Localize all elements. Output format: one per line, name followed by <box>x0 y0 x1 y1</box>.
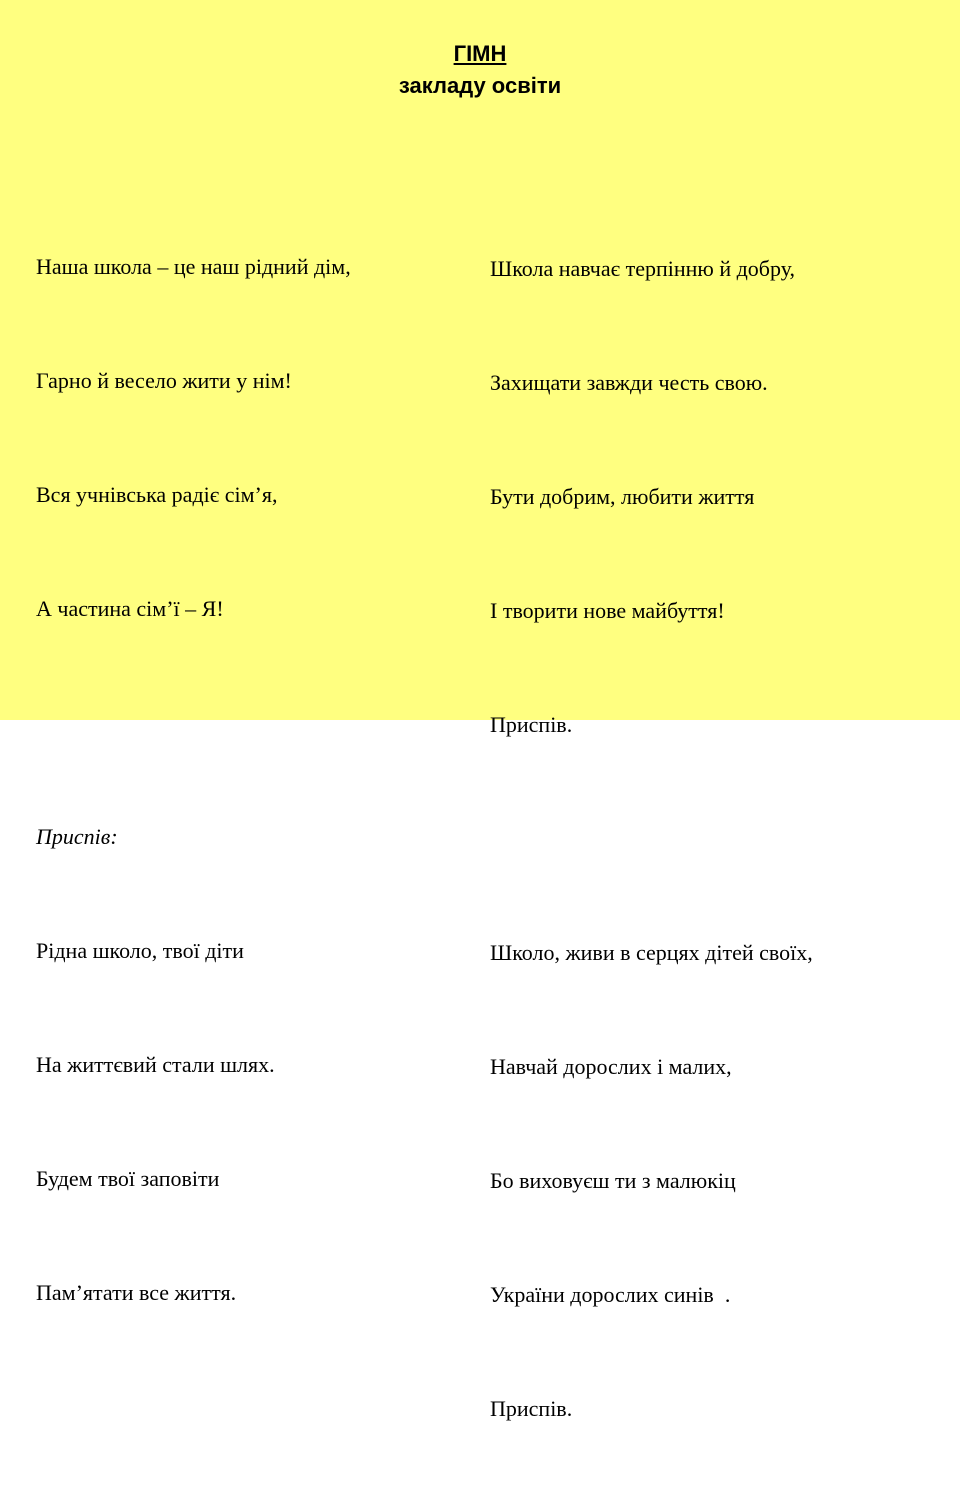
right-column <box>490 174 813 1504</box>
stanza-gap <box>490 820 813 858</box>
chorus-label: Приспів: <box>36 824 118 849</box>
verse3-chorus-ref: Приспів. <box>490 1396 573 1421</box>
verse2-chorus-ref: Приспів. <box>490 712 573 737</box>
verse3-line-2: Навчай дорослих і малих, <box>490 1054 732 1079</box>
verse1-line-1: Наша школа – це наш рідний дім, <box>36 254 351 279</box>
verse2-line-1: Школа навчає терпінню й добру, <box>490 256 795 281</box>
verse3-line-1: Школо, живи в серцях дітей своїх, <box>490 940 813 965</box>
chorus-line-4: Пам’ятати все життя. <box>36 1280 237 1305</box>
verse2-line-4: І творити нове майбуття! <box>490 598 725 623</box>
stanza-gap <box>36 704 351 742</box>
verse1-line-2: Гарно й весело жити у нім! <box>36 368 292 393</box>
chorus-line-1: Рідна школо, твої діти <box>36 938 244 963</box>
verse1-line-3: Вся учнівська радіє сім’я, <box>36 482 278 507</box>
chorus-line-3: Будем твої заповіти <box>36 1166 220 1191</box>
hymn-title <box>0 38 960 102</box>
verse1-line-4: А частина сім’ї – Я! <box>36 596 224 621</box>
title-subtitle: закладу освіти <box>398 73 562 98</box>
verse2-line-3: Бути добрим, любити життя <box>490 484 755 509</box>
title-main: ГІМН <box>453 41 507 66</box>
verse3-line-4: України дорослих синів . <box>490 1282 731 1307</box>
left-column <box>36 172 351 1388</box>
verse3-line-3: Бо виховуєш ти з малюкіц <box>490 1168 736 1193</box>
chorus-line-2: На життєвий стали шлях. <box>36 1052 275 1077</box>
verse2-line-2: Захищати завжди честь свою. <box>490 370 768 395</box>
